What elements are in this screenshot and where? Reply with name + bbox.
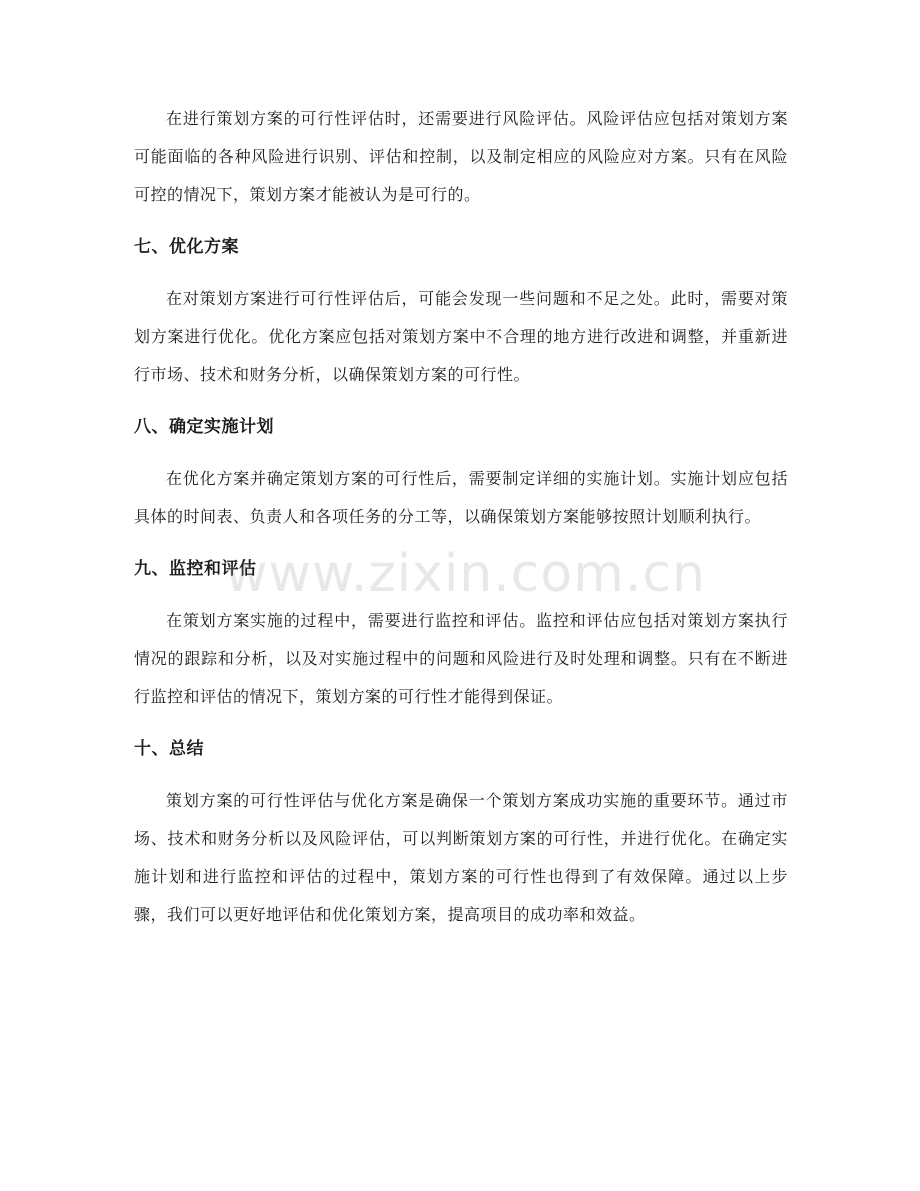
- section-heading-monitoring: 九、监控和评估: [134, 559, 257, 579]
- section-paragraph-optimization: 在对策划方案进行可行性评估后，可能会发现一些问题和不足之处。此时，需要对策划方案进行优化。优化方案应包括对策划方案中不合理的地方进行改进和调整，并重新进行市场、技术和财务分析，以确保策划方案的可行性。: [134, 289, 788, 384]
- section-heading-implementation-plan: 八、确定实施计划: [134, 417, 274, 437]
- intro-paragraph: 在进行策划方案的可行性评估时，还需要进行风险评估。风险评估应包括对策划方案可能面临的各种风险进行识别、评估和控制，以及制定相应的风险应对方案。只有在风险可控的情况下，策划方案才能被认为是可行的。: [134, 109, 788, 204]
- section-paragraph-monitoring: 在策划方案实施的过程中，需要进行监控和评估。监控和评估应包括对策划方案执行情况的跟踪和分析，以及对实施过程中的问题和风险进行及时处理和调整。只有在不断进行监控和评估的情况下，策划方案的可行性才能得到保证。: [134, 611, 788, 706]
- section-heading-optimization: 七、优化方案: [134, 237, 239, 257]
- section-paragraph-summary: 策划方案的可行性评估与优化方案是确保一个策划方案成功实施的重要环节。通过市场、技术和财务分析以及风险评估，可以判断策划方案的可行性，并进行优化。在确定实施计划和进行监控和评估的过程中，策划方案的可行性也得到了有效保障。通过以上步骤，我们可以更好地评估和优化策划方案，提高项目的成功率和效益。: [134, 791, 788, 924]
- document-body: [134, 100, 788, 934]
- watermark: www.zixin.com.cn: [225, 544, 706, 604]
- section-paragraph-implementation-plan: 在优化方案并确定策划方案的可行性后，需要制定详细的实施计划。实施计划应包括具体的时间表、负责人和各项任务的分工等，以确保策划方案能够按照计划顺利执行。: [134, 469, 788, 526]
- section-heading-summary: 十、总结: [134, 739, 204, 759]
